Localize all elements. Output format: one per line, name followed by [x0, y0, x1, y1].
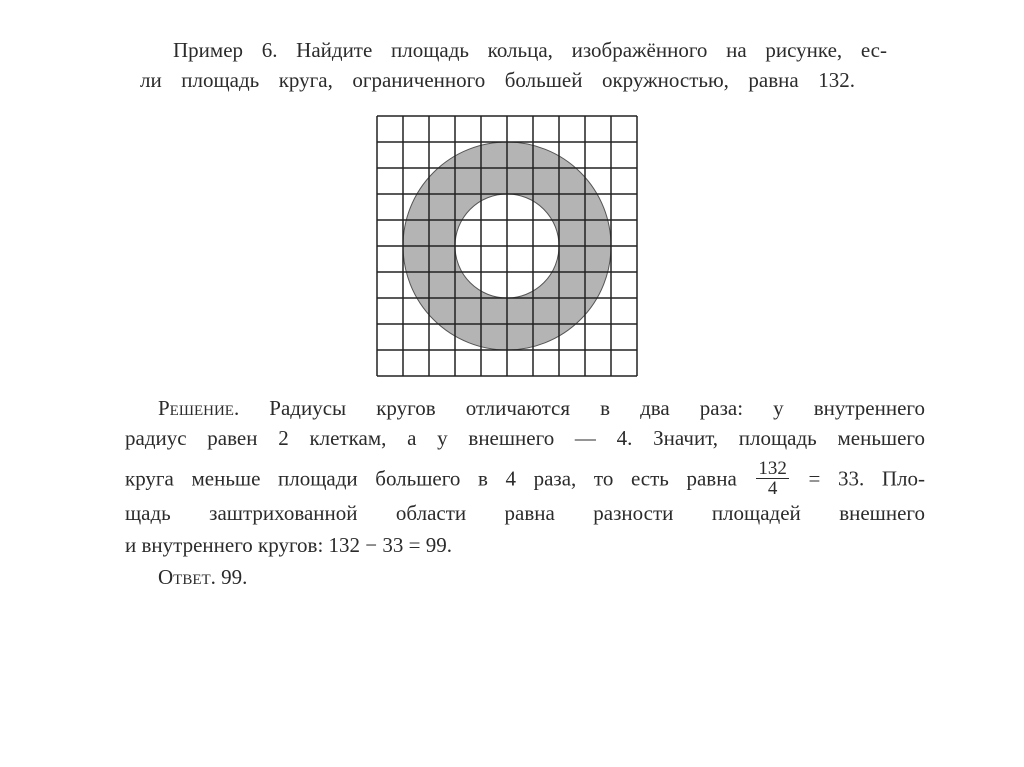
answer-line	[158, 564, 558, 590]
problem-line-2: ли площадь круга, ограниченного большей окружностью, равна 132.	[140, 68, 855, 92]
solution-line-5: и внутреннего кругов: 132 − 33 = 99.	[125, 533, 452, 557]
problem-line-1: Пример 6. Найдите площадь кольца, изображённого на рисунке, ес-	[173, 38, 887, 62]
solution-text: круга меньше площади большего в 4 раза, то есть равна	[125, 466, 737, 491]
fraction-numerator: 132	[758, 458, 787, 479]
solution-line-1	[158, 395, 925, 421]
solution-line-4: щадь заштрихованной области равна разности площадей внешнего	[125, 501, 925, 525]
solution-label: Решение.	[158, 396, 240, 420]
solution-text: = 33. Пло-	[808, 466, 926, 491]
solution-line-2: радиус равен 2 клеткам, а у внешнего — 4. Значит, площадь меньшего	[125, 426, 925, 450]
answer-value: 99.	[221, 565, 248, 589]
solution-line-3	[125, 458, 926, 499]
fraction	[756, 459, 789, 498]
solution-text: Радиусы кругов отличаются в два раза: у внутреннего	[269, 396, 926, 420]
answer-label: Ответ.	[158, 565, 216, 589]
ring-grid-figure	[376, 115, 638, 377]
fraction-denominator: 4	[767, 478, 778, 499]
